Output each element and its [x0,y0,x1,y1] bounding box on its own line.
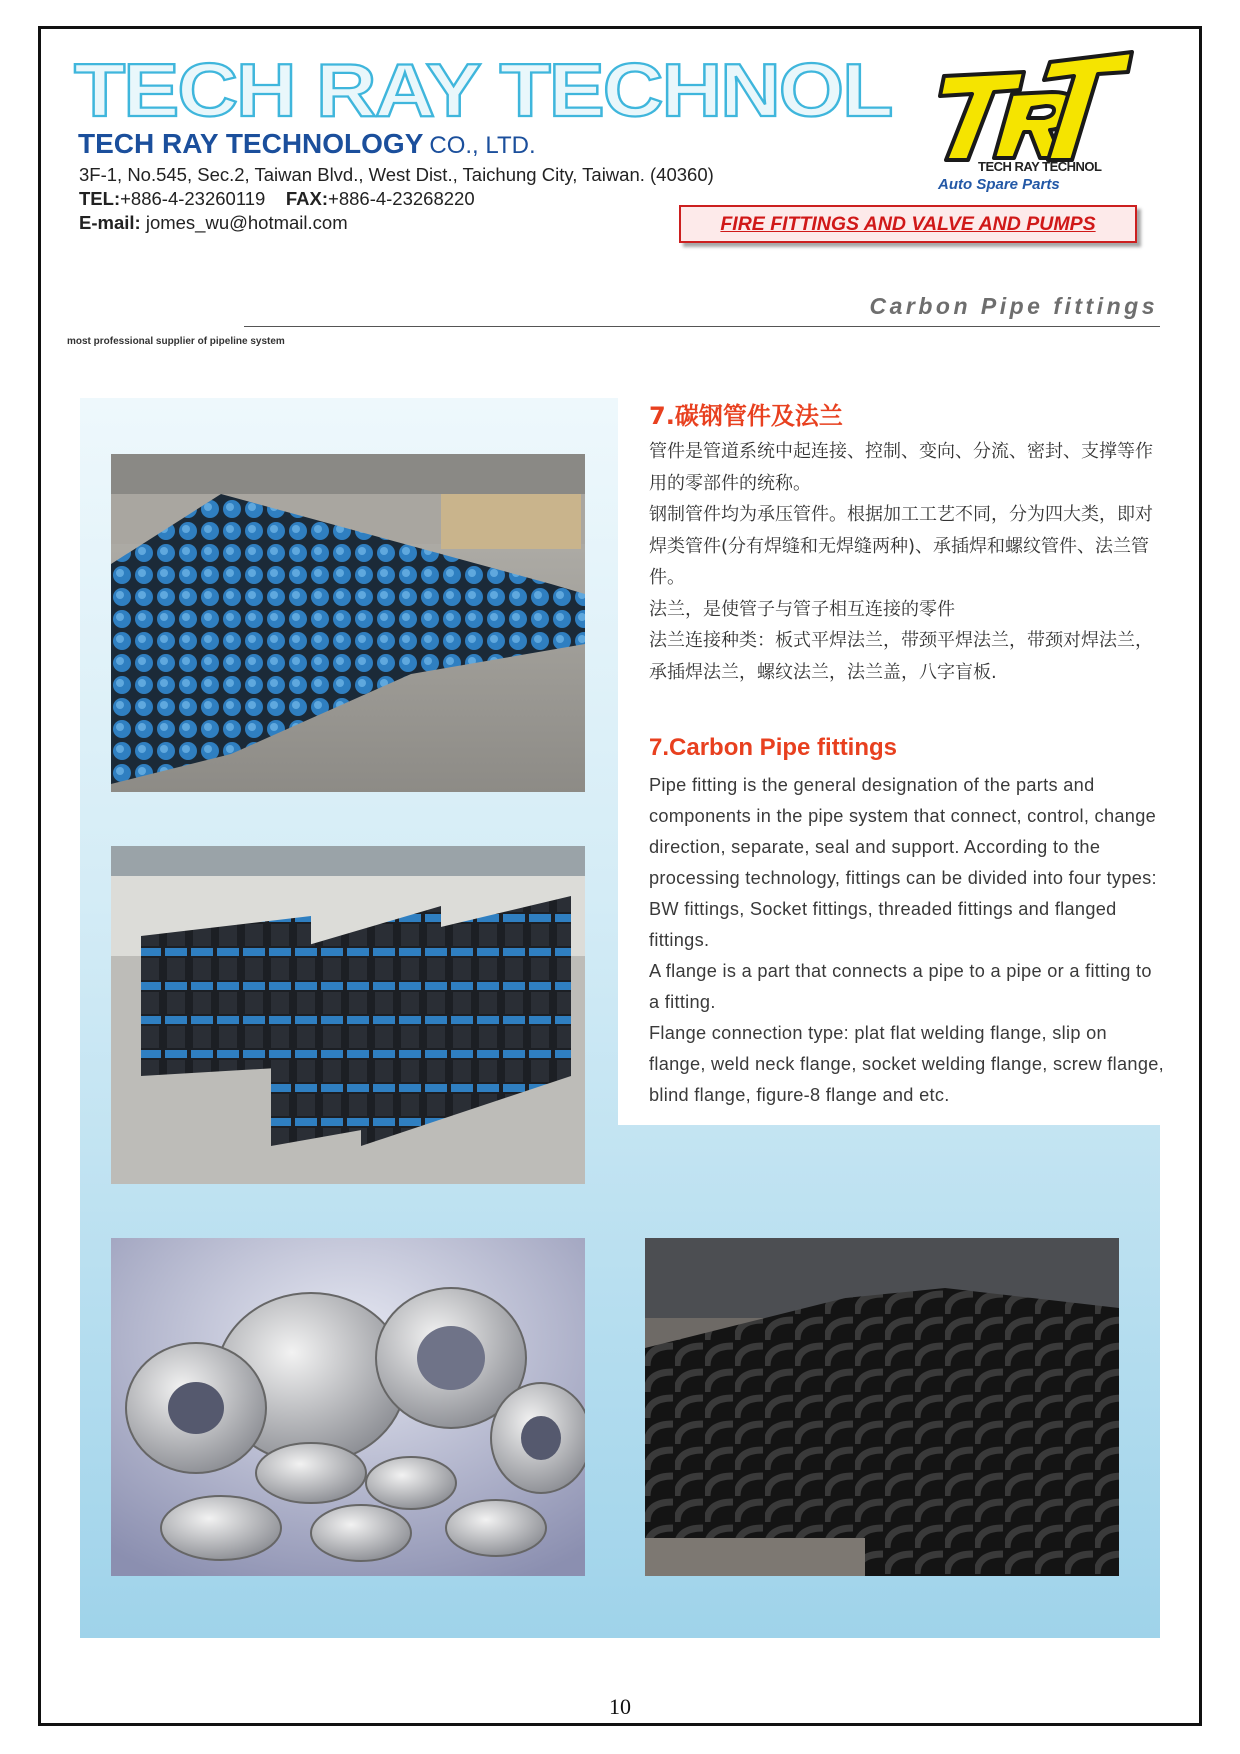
photo-steel-flanges [111,1238,585,1576]
page-number: 10 [609,1694,631,1719]
en-paragraph: A flange is a part that connects a pipe to a pipe or a fitting to a fitting. [649,961,1152,1012]
en-heading: 7.Carbon Pipe fittings [649,734,898,761]
company-name-main: TECH RAY TECHNOLOGY [78,128,424,159]
cn-paragraph: 管件是管道系统中起连接、控制、变向、分流、密封、支撑等作用的零部件的统称。 [649,441,1153,494]
email-value: jomes_wu@hotmail.com [145,212,348,233]
en-paragraph: Flange connection type: plat flat welding flange, slip on flange, weld neck flange, socket welding flange, screw flange, blind flange, figure-8 flange and etc. [649,1023,1165,1105]
section-title: Carbon Pipe fittings [869,293,1158,319]
logo-subcaption: Auto Spare Parts [938,176,1060,193]
tagline: most professional supplier of pipeline system [67,336,285,347]
photo-blue-fittings-stack-image [111,454,585,792]
fire-fittings-banner [679,205,1137,243]
logo-banner-text: TECH RAY TECHNOL [74,47,892,133]
cn-heading: 7.碳钢管件及法兰 [649,402,843,430]
company-suffix: CO., LTD. [429,132,536,159]
logo-caption: TECH RAY TECHNOL [978,159,1102,174]
cn-paragraph: 法兰，是使管子与管子相互连接的零件 [649,598,955,620]
fax-value: +886-4-23268220 [328,188,475,209]
company-name [78,128,536,160]
fire-fittings-banner-text: FIRE FITTINGS AND VALVE AND PUMPS [720,212,1096,235]
photo-black-elbows-stack-image [645,1238,1119,1576]
cn-body [649,436,1169,688]
cn-paragraph: 钢制管件均为承压管件。根据加工工艺不同，分为四大类，即对焊类管件(分有焊缝和无焊缝两种)、承插焊和螺纹管件、法兰管件。 [649,504,1153,588]
en-body [649,770,1165,1111]
photo-blue-fittings-stack [111,454,585,792]
photo-black-elbows-stack [645,1238,1119,1576]
email-label: E-mail: [79,212,141,233]
email-line [79,212,348,234]
fax-label: FAX: [285,188,329,209]
contact-line [79,188,475,210]
photo-black-tees-rows [111,846,585,1184]
en-paragraph: Pipe fitting is the general designation of the parts and components in the pipe system that connect, control, change direction, separate, seal and support. According to the processing technology, fittings can be divided into four types: BW fittings, Socket fittings, threaded fittings and flanged fittings. [649,775,1157,950]
photo-steel-flanges-image [111,1238,585,1576]
cn-paragraph: 法兰连接种类：板式平焊法兰，带颈平焊法兰，带颈对焊法兰，承插焊法兰，螺纹法兰，法兰盖，八字盲板. [649,630,1153,683]
photo-black-tees-rows-image [111,846,585,1184]
company-address: 3F-1, No.545, Sec.2, Taiwan Blvd., West Dist., Taichung City, Taiwan. (40360) [79,164,714,185]
header-divider [244,326,1160,327]
tel-value: +886-4-23260119 [120,188,266,209]
tel-label: TEL: [79,188,121,209]
